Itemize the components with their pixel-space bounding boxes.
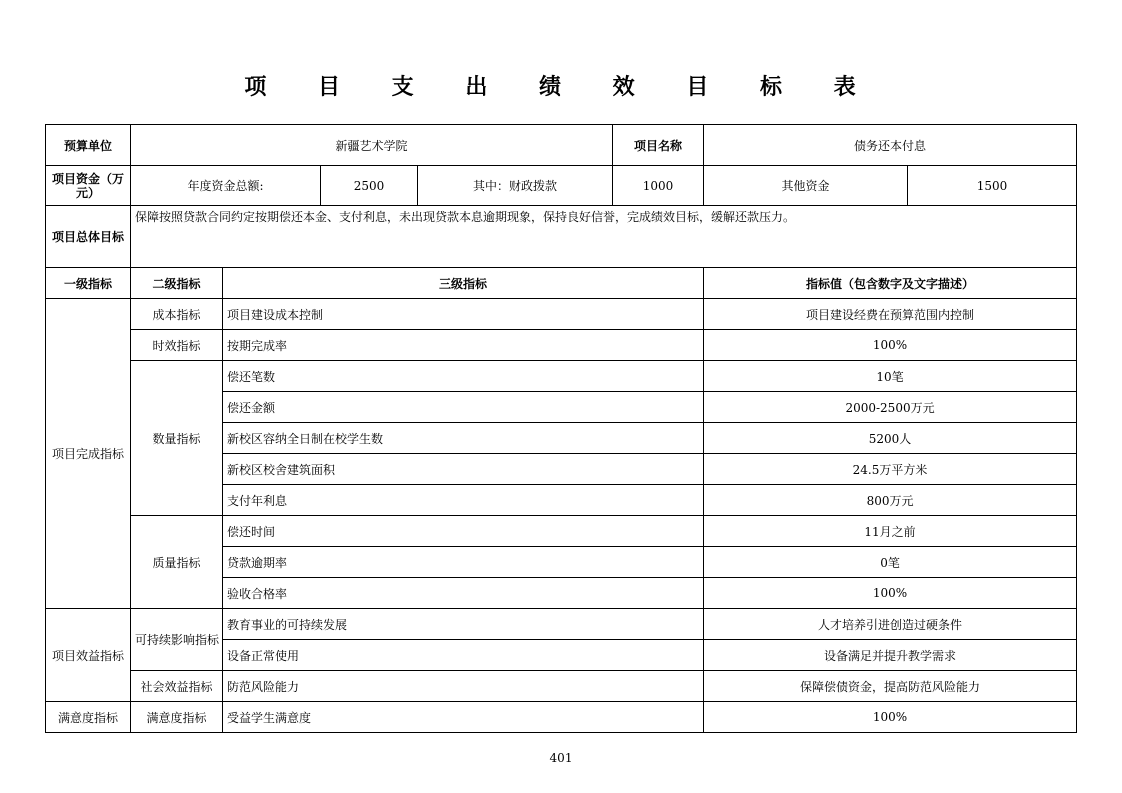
- indicator-cell: 项目建设成本控制: [223, 299, 704, 330]
- level2-satisfaction: 满意度指标: [131, 702, 223, 733]
- level2-quality: 质量指标: [131, 516, 223, 609]
- indicator-cell: 受益学生满意度: [223, 702, 704, 733]
- level2-timeliness: 时效指标: [131, 330, 223, 361]
- value-cell: 100%: [704, 578, 1077, 609]
- funds-row: [46, 166, 1077, 206]
- indicator-cell: 支付年利息: [223, 485, 704, 516]
- level1-benefit: 项目效益指标: [46, 609, 131, 702]
- indicator-cell: 偿还笔数: [223, 361, 704, 392]
- value-cell: 24.5万平方米: [704, 454, 1077, 485]
- funds-other-value: 1500: [908, 166, 1077, 206]
- indicator-cell: 按期完成率: [223, 330, 704, 361]
- indicator-cell: 验收合格率: [223, 578, 704, 609]
- table-row: [46, 671, 1077, 702]
- level2-quantity: 数量指标: [131, 361, 223, 516]
- goal-row: [46, 206, 1077, 268]
- table-row: [46, 330, 1077, 361]
- table-row: [46, 299, 1077, 330]
- funds-total-value: 2500: [321, 166, 418, 206]
- col-level3: 三级指标: [223, 268, 704, 299]
- col-value: 指标值（包含数字及文字描述）: [704, 268, 1077, 299]
- indicator-cell: 新校区校舍建筑面积: [223, 454, 704, 485]
- value-cell: 100%: [704, 702, 1077, 733]
- col-level1: 一级指标: [46, 268, 131, 299]
- value-cell: 0笔: [704, 547, 1077, 578]
- value-cell: 5200人: [704, 423, 1077, 454]
- indicator-cell: 防范风险能力: [223, 671, 704, 702]
- col-level2: 二级指标: [131, 268, 223, 299]
- indicator-cell: 偿还时间: [223, 516, 704, 547]
- funds-fiscal-label: 其中：财政拨款: [418, 166, 613, 206]
- value-cell: 保障偿债资金，提高防范风险能力: [704, 671, 1077, 702]
- value-cell: 10笔: [704, 361, 1077, 392]
- level2-sustainable: 可持续影响指标: [131, 609, 223, 671]
- funds-total-label: 年度资金总额:: [131, 166, 321, 206]
- value-cell: 项目建设经费在预算范围内控制: [704, 299, 1077, 330]
- indicator-cell: 偿还金额: [223, 392, 704, 423]
- indicator-cell: 贷款逾期率: [223, 547, 704, 578]
- unit-value: 新疆艺术学院: [131, 125, 613, 166]
- value-cell: 100%: [704, 330, 1077, 361]
- indicator-cell: 新校区容纳全日制在校学生数: [223, 423, 704, 454]
- level1-completion: 项目完成指标: [46, 299, 131, 609]
- goal-text: 保障按照贷款合同约定按期偿还本金、支付利息，未出现贷款本息逾期现象，保持良好信誉，完成绩效目标，缓解还款压力。: [131, 206, 1077, 268]
- table-row: [46, 516, 1077, 547]
- value-cell: 2000-2500万元: [704, 392, 1077, 423]
- performance-target-table: [45, 124, 1077, 733]
- project-name-label: 项目名称: [613, 125, 704, 166]
- funds-other-label: 其他资金: [704, 166, 908, 206]
- page-title: 项 目 支 出 绩 效 目 标 表: [244, 74, 878, 100]
- funds-label: 项目资金（万元）: [46, 166, 131, 206]
- project-name-value: 债务还本付息: [704, 125, 1077, 166]
- value-cell: 11月之前: [704, 516, 1077, 547]
- table-row: [46, 609, 1077, 640]
- value-cell: 800万元: [704, 485, 1077, 516]
- unit-label: 预算单位: [46, 125, 131, 166]
- level2-cost: 成本指标: [131, 299, 223, 330]
- table-row: [46, 702, 1077, 733]
- level1-satisfaction: 满意度指标: [46, 702, 131, 733]
- value-cell: 设备满足并提升教学需求: [704, 640, 1077, 671]
- header-row: [46, 125, 1077, 166]
- level2-social: 社会效益指标: [131, 671, 223, 702]
- page-number: 401: [549, 751, 573, 765]
- table-row: [46, 361, 1077, 392]
- indicator-cell: 教育事业的可持续发展: [223, 609, 704, 640]
- column-header-row: [46, 268, 1077, 299]
- value-cell: 人才培养引进创造过硬条件: [704, 609, 1077, 640]
- indicator-cell: 设备正常使用: [223, 640, 704, 671]
- goal-label: 项目总体目标: [46, 206, 131, 268]
- funds-fiscal-value: 1000: [613, 166, 704, 206]
